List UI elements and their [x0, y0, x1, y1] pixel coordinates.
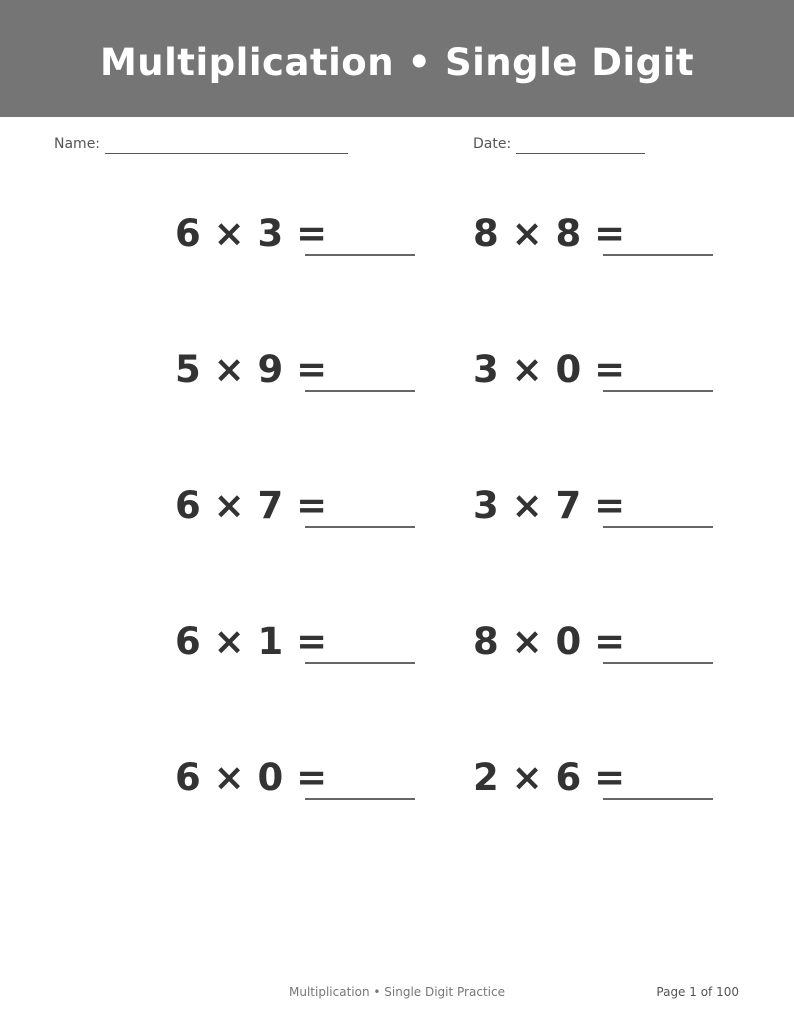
footer-title: Multiplication • Single Digit Practice	[289, 985, 505, 999]
answer-line-7	[305, 662, 415, 664]
worksheet-title: Multiplication • Single Digit	[99, 41, 695, 84]
problem-1: 6 × 3 =	[175, 212, 328, 255]
answer-line-9	[305, 798, 415, 800]
problem-4: 3 × 0 =	[473, 348, 626, 391]
name-label: Name:	[54, 136, 101, 152]
answer-line-2	[603, 254, 713, 256]
date-label: Date:	[473, 136, 512, 152]
page-number: Page 1 of 100	[656, 985, 739, 999]
answer-line-8	[603, 662, 713, 664]
problem-3: 5 × 9 =	[175, 348, 328, 391]
problem-6: 3 × 7 =	[473, 484, 626, 527]
problem-2: 8 × 8 =	[473, 212, 626, 255]
answer-line-6	[603, 526, 713, 528]
date-blank-line	[516, 136, 645, 154]
answer-line-1	[305, 254, 415, 256]
name-blank-line	[105, 136, 348, 154]
problem-8: 8 × 0 =	[473, 620, 626, 663]
answer-line-10	[603, 798, 713, 800]
worksheet-header	[0, 0, 794, 117]
problem-9: 6 × 0 =	[175, 756, 328, 799]
problem-10: 2 × 6 =	[473, 756, 626, 799]
answer-line-3	[305, 390, 415, 392]
answer-line-5	[305, 526, 415, 528]
problem-7: 6 × 1 =	[175, 620, 328, 663]
answer-line-4	[603, 390, 713, 392]
problem-5: 6 × 7 =	[175, 484, 328, 527]
name-field	[54, 134, 348, 154]
date-field	[473, 134, 645, 154]
